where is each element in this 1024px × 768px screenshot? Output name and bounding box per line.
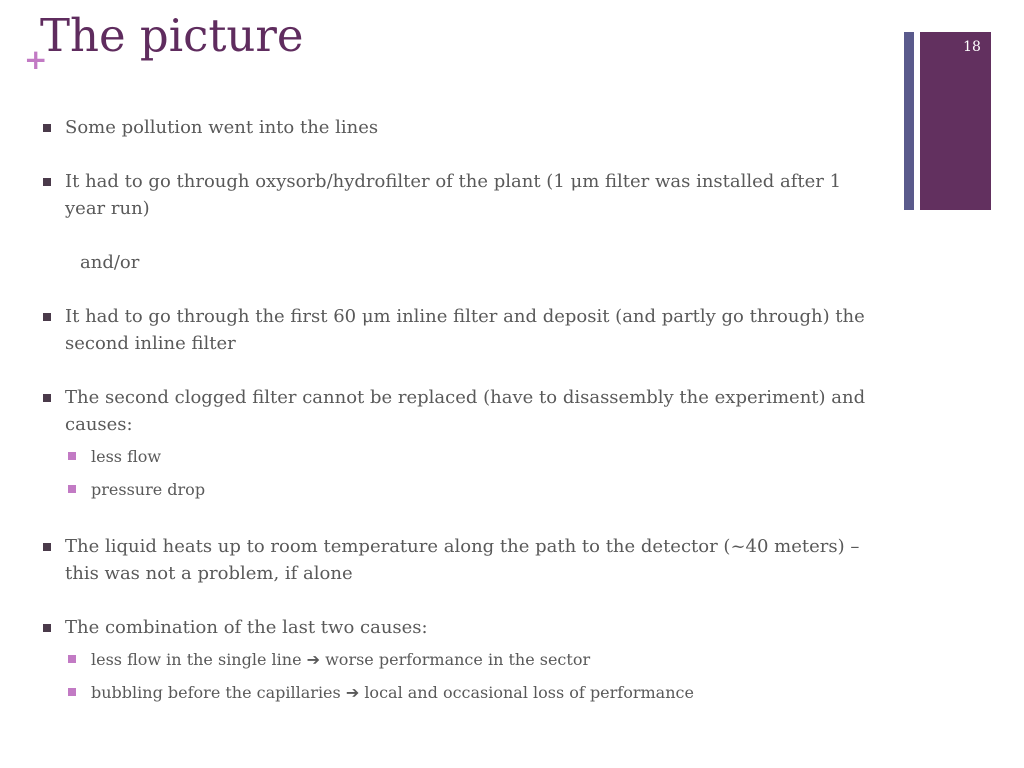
bullet-item	[40, 114, 880, 141]
bullet-text: It had to go through the first 60 μm inline filter and deposit (and partly go through) the second inline filter	[65, 306, 865, 354]
sub-bullet-list	[40, 643, 880, 709]
bullet-item	[40, 614, 880, 709]
bullet-marker	[43, 178, 51, 186]
bullet-text: Some pollution went into the lines	[65, 117, 379, 138]
sub-bullet-marker	[68, 688, 76, 696]
bullet-item	[40, 168, 880, 222]
sub-bullet-list	[40, 440, 880, 506]
plus-decoration: +	[24, 43, 48, 76]
bullet-text: The liquid heats up to room temperature along the path to the detector (~40 meters) – this was not a problem, if alone	[65, 536, 860, 584]
bullet-list	[40, 114, 880, 736]
bullet-marker	[43, 124, 51, 132]
sub-bullet-item	[40, 473, 880, 506]
sub-bullet-item	[40, 643, 880, 676]
sub-bullet-text: less flow	[91, 447, 162, 466]
bullet-marker	[43, 624, 51, 632]
sub-bullet-text: pressure drop	[91, 480, 206, 499]
sub-bullet-item	[40, 676, 880, 709]
bullet-text: The second clogged filter cannot be replaced (have to disassembly the experiment) and causes:	[65, 387, 866, 435]
sub-bullet-marker	[68, 485, 76, 493]
sub-bullet-marker	[68, 655, 76, 663]
sub-bullet-item	[40, 440, 880, 473]
bullet-marker	[43, 394, 51, 402]
and-or-text: and/or	[80, 252, 140, 273]
plain-line	[40, 249, 880, 276]
slide-title: The picture	[40, 9, 304, 62]
bullet-marker	[43, 543, 51, 551]
accent-bar	[920, 32, 991, 210]
sub-bullet-text: less flow in the single line ➔ worse performance in the sector	[91, 650, 591, 669]
bullet-item	[40, 533, 880, 587]
accent-bar-thin	[904, 32, 914, 210]
bullet-marker	[43, 313, 51, 321]
bullet-text: The combination of the last two causes:	[65, 617, 428, 638]
sub-bullet-marker	[68, 452, 76, 460]
slide-number: 18	[963, 39, 981, 55]
sub-bullet-text: bubbling before the capillaries ➔ local and occasional loss of performance	[91, 683, 694, 702]
bullet-item	[40, 384, 880, 506]
bullet-text: It had to go through oxysorb/hydrofilter of the plant (1 μm filter was installed after 1 year run)	[65, 171, 842, 219]
bullet-item	[40, 303, 880, 357]
